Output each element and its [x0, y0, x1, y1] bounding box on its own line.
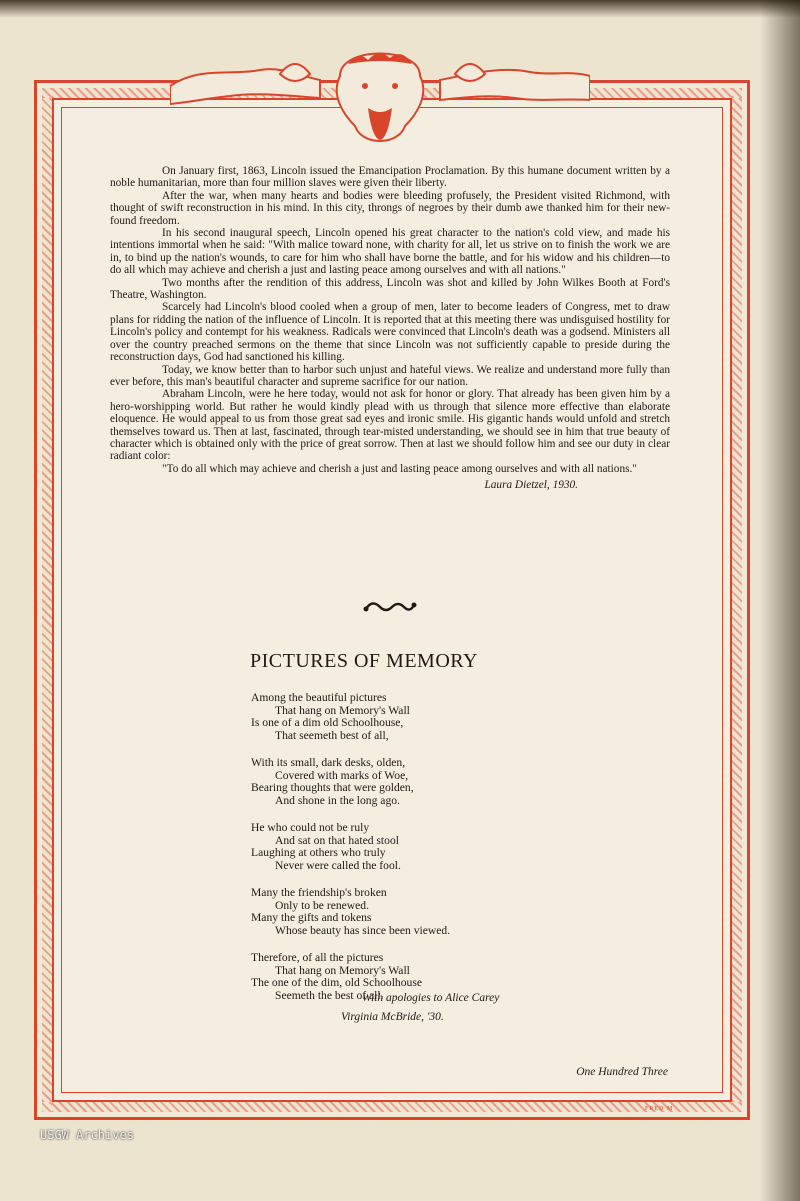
stanza — [251, 822, 631, 873]
page-number: One Hundred Three — [576, 1066, 668, 1078]
artist-mark: FRED M — [645, 1106, 674, 1112]
poem-line: Seemeth the best of all. — [275, 989, 384, 1003]
poem-title: PICTURES OF MEMORY — [250, 650, 478, 672]
poem-line: Covered with marks of Woe, — [275, 768, 409, 782]
stanza — [251, 692, 631, 743]
paragraph: "To do all which may achieve and cherish a just and lasting peace among ourselves and with all nations." — [162, 462, 637, 475]
poem-line: The one of the dim, old Schoolhouse — [251, 976, 422, 990]
binding-shadow — [760, 0, 800, 1201]
poem-line: Never were called the fool. — [275, 859, 401, 873]
paragraph: In his second inaugural speech, Lincoln opened his great character to the nation's cold view, and made his intentions immortal when he said: "With malice toward none, with charity for all, let us strive on to finish the work we are in, to bind up the nation's wounds, to care for him who shall have borne the battle, and for his widow and his children—to do all which may achieve and cherish a just and lasting peace among ourselves and with all nations." — [110, 227, 670, 277]
stanza — [251, 887, 631, 938]
poem-line: Among the beautiful pictures — [251, 691, 387, 704]
bust-ornament-icon — [170, 46, 590, 156]
poem-line: That hang on Memory's Wall — [275, 703, 410, 717]
poem-line: He who could not be ruly — [251, 821, 370, 834]
prose-section — [110, 165, 670, 492]
poem-line: That seemeth best of all, — [275, 729, 389, 743]
poem-line: Therefore, of all the pictures — [251, 951, 384, 964]
poem-line: And sat on that hated stool — [275, 833, 399, 847]
top-shadow — [0, 0, 800, 18]
poem-line: Many the friendship's broken — [251, 886, 387, 899]
poem-line: Bearing thoughts that were golden, — [251, 781, 414, 795]
watermark: USGW Archives — [40, 1128, 134, 1142]
paragraph: After the war, when many hearts and bodies were bleeding profusely, the President visited Richmond, with thought of swift reconstruction in his mind. In this city, throngs of negroes by their dumb awe thanked him for their new-found freedom. — [110, 189, 670, 227]
poem-line: Is one of a dim old Schoolhouse, — [251, 716, 404, 730]
stanza — [251, 757, 631, 808]
poem-line: Many the gifts and tokens — [251, 911, 372, 925]
poem-body — [251, 692, 631, 1017]
poem-author: Virginia McBride, '30. — [341, 1011, 444, 1023]
prose-signature: Laura Dietzel, 1930. — [484, 479, 578, 492]
poem-line: Only to be renewed. — [275, 898, 370, 912]
paragraph: Scarcely had Lincoln's blood cooled when a group of men, later to become leaders of Congress, met to draw plans for ridding the nation of the influence of Lincoln. It is reported that at this meeting there was undisguised hostility for Lincoln's policy and contempt for his weakness. Radicals were convinced that Lincoln's death was a godsend. Ministers all over the country preached sermons on the theme that since Lincoln was not sufficiently capable to preside during the reconstruction days, God had sanctioned his killing. — [110, 301, 670, 364]
poem-line: Laughing at others who truly — [251, 846, 386, 860]
paragraph: On January first, 1863, Lincoln issued the Emancipation Proclamation. By this humane document written by a noble humanitarian, more than four million slaves were given their liberty. — [110, 165, 670, 190]
poem-line: With its small, dark desks, olden, — [251, 756, 406, 769]
poem-line: Whose beauty has since been viewed. — [275, 924, 451, 938]
paragraph: Abraham Lincoln, were he here today, would not ask for honor or glory. That already has been given him by a hero-worshipping world. But rather he would kindly plead with us through that silence more effective than elaborate eloquence. He would appeal to us from those great sad eyes and ironic smile. His gigantic hands would unfold and stretch themselves toward us. Then at last, fascinated, through tear-misted understanding, we should see in him that true beauty of character which is obtained only with the price of great sorrow. Then at last we should follow him and see our duty in clear radiant color: — [110, 388, 670, 463]
paragraph: Today, we know better than to harbor such unjust and hateful views. We realize and understand more fully than ever before, this man's beautiful character and supreme sacrifice for our nation. — [110, 363, 670, 388]
poem-line: That hang on Memory's Wall — [275, 963, 410, 977]
poem-apology: With apologies to Alice Carey — [362, 992, 500, 1004]
poem-line: And shone in the long ago. — [275, 794, 400, 808]
flourish-divider-icon — [360, 597, 420, 617]
paragraph: Two months after the rendition of this address, Lincoln was shot and killed by John Wilkes Booth at Ford's Theatre, Washington. — [110, 276, 670, 302]
